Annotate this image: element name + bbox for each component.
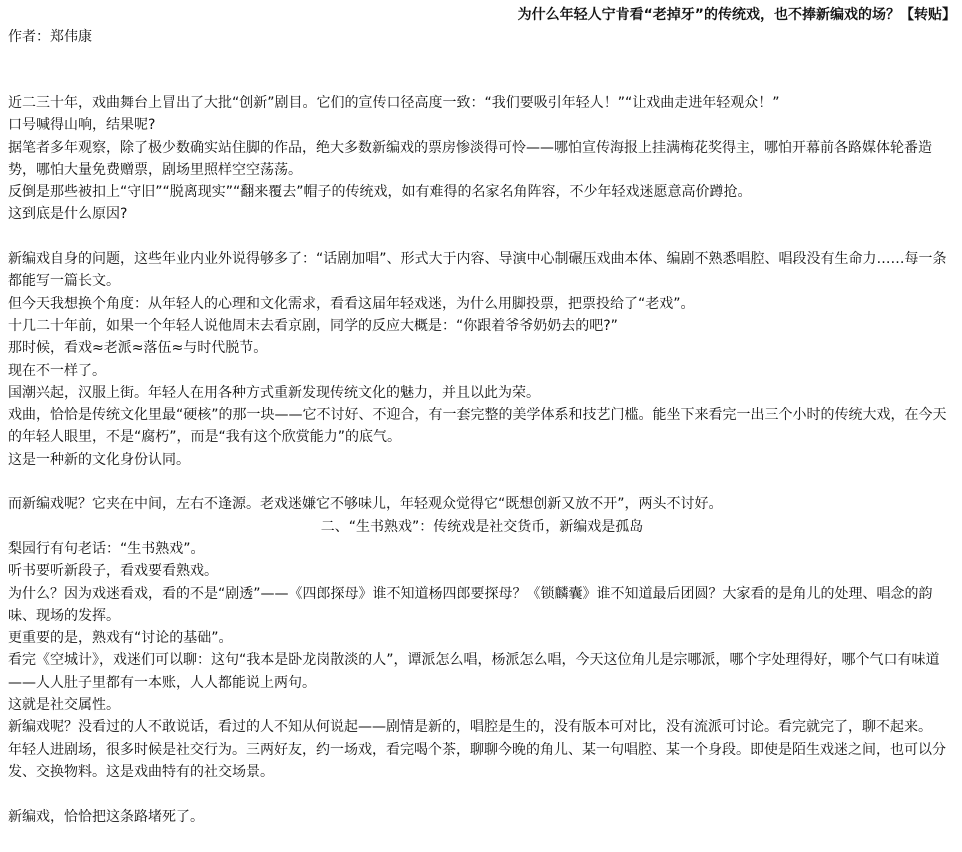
paragraph: 这就是社交属性。: [8, 697, 120, 714]
paragraph-spacer: [8, 471, 956, 493]
paragraph: 近二三十年，戏曲舞台上冒出了大批“创新”剧目。它们的宣传口径高度一致：“我们要吸引年轻人！”“让戏曲走进年轻观众！”: [8, 95, 780, 111]
paragraph: 国潮兴起，汉服上街。年轻人在用各种方式重新发现传统文化的魅力，并且以此为荣。: [8, 384, 540, 401]
paragraph: 更重要的是，熟戏有“讨论的基础”。: [8, 630, 233, 647]
paragraph: 但今天我想换个角度：从年轻人的心理和文化需求，看看这届年轻戏迷，为什么用脚投票，把票投给了“老戏”。: [8, 295, 695, 312]
paragraph: 梨园行有句老话：“生书熟戏”。: [8, 540, 205, 557]
paragraph: 口号喊得山响，结果呢?: [8, 117, 156, 134]
article-body: [8, 92, 956, 828]
paragraph: 据笔者多年观察，除了极少数确实站住脚的作品，绝大多数新编戏的票房惨淡得可怜——哪怕宣传海报上挂满梅花奖得主，哪怕开幕前各路媒体轮番造势，哪怕大量免费赠票，剧场里照样空空荡荡。: [8, 139, 932, 178]
article-title: 为什么年轻人宁肯看“老掉牙”的传统戏，也不捧新编戏的场？【转贴】: [517, 7, 956, 23]
paragraph: 反倒是那些被扣上“守旧”“脱离现实”“翻来覆去”帽子的传统戏，如有难得的名家名角阵容，不少年轻戏迷愿意高价蹲抢。: [8, 184, 752, 201]
paragraph: 这是一种新的文化身份认同。: [8, 451, 190, 468]
paragraph-spacer: [8, 226, 956, 248]
paragraph: 而新编戏呢？它夹在中间，左右不逢源。老戏迷嫌它不够味儿，年轻观众觉得它“既想创新又放不开”，两头不讨好。: [8, 496, 723, 513]
paragraph: 年轻人进剧场，很多时候是社交行为。三两好友，约一场戏，看完喝个茶，聊聊今晚的角儿、某一句唱腔、某一个身段。即使是陌生戏迷之间，也可以分发、交换物料。这是戏曲特有的社交场景。: [8, 741, 946, 780]
paragraph: 那时候，看戏≈老派≈落伍≈与时代脱节。: [8, 340, 268, 357]
paragraph: 现在不一样了。: [8, 362, 106, 379]
paragraph: 这到底是什么原因?: [8, 206, 128, 223]
paragraph: 为什么？因为戏迷看戏，看的不是“剧透”——《四郎探母》谁不知道杨四郎要探母？《锁麟囊》谁不知道最后团圆？大家看的是角儿的处理、唱念的韵味、现场的发挥。: [8, 585, 933, 624]
paragraph: 新编戏呢？没看过的人不敢说话，看过的人不知从何说起——剧情是新的，唱腔是生的，没有版本可对比，没有流派可讨论。看完就完了，聊不起来。: [8, 719, 932, 736]
paragraph: 新编戏，恰恰把这条路堵死了。: [8, 808, 204, 825]
paragraph: 看完《空城计》，戏迷们可以聊：这句“我本是卧龙岗散淡的人”，谭派怎么唱，杨派怎么唱，今天这位角儿是宗哪派，哪个字处理得好，哪个气口有味道——人人肚子里都有一本账，人人都能说上两句。: [8, 652, 940, 691]
paragraph: 戏曲，恰恰是传统文化里最“硬核”的那一块——它不讨好、不迎合，有一套完整的美学体系和技艺门槛。能坐下来看完一出三个小时的传统大戏，在今天的年轻人眼里，不是“腐朽”，而是“我有这个欣赏能力”的底气。: [8, 407, 947, 446]
paragraph: 新编戏自身的问题，这些年业内业外说得够多了：“话剧加唱”、形式大于内容、导演中心制碾压戏曲本体、编剧不熟悉唱腔、唱段没有生命力……每一条都能写一篇长文。: [8, 251, 947, 290]
paragraph: 听书要听新段子，看戏要看熟戏。: [8, 563, 218, 580]
article-author: 作者：郑伟康: [8, 29, 92, 45]
section-heading: 二、“生书熟戏”：传统戏是社交货币，新编戏是孤岛: [320, 518, 644, 535]
paragraph-spacer: [8, 783, 956, 805]
paragraph: 十几二十年前，如果一个年轻人说他周末去看京剧，同学的反应大概是：“你跟着爷爷奶奶去的吧?”: [8, 317, 618, 334]
